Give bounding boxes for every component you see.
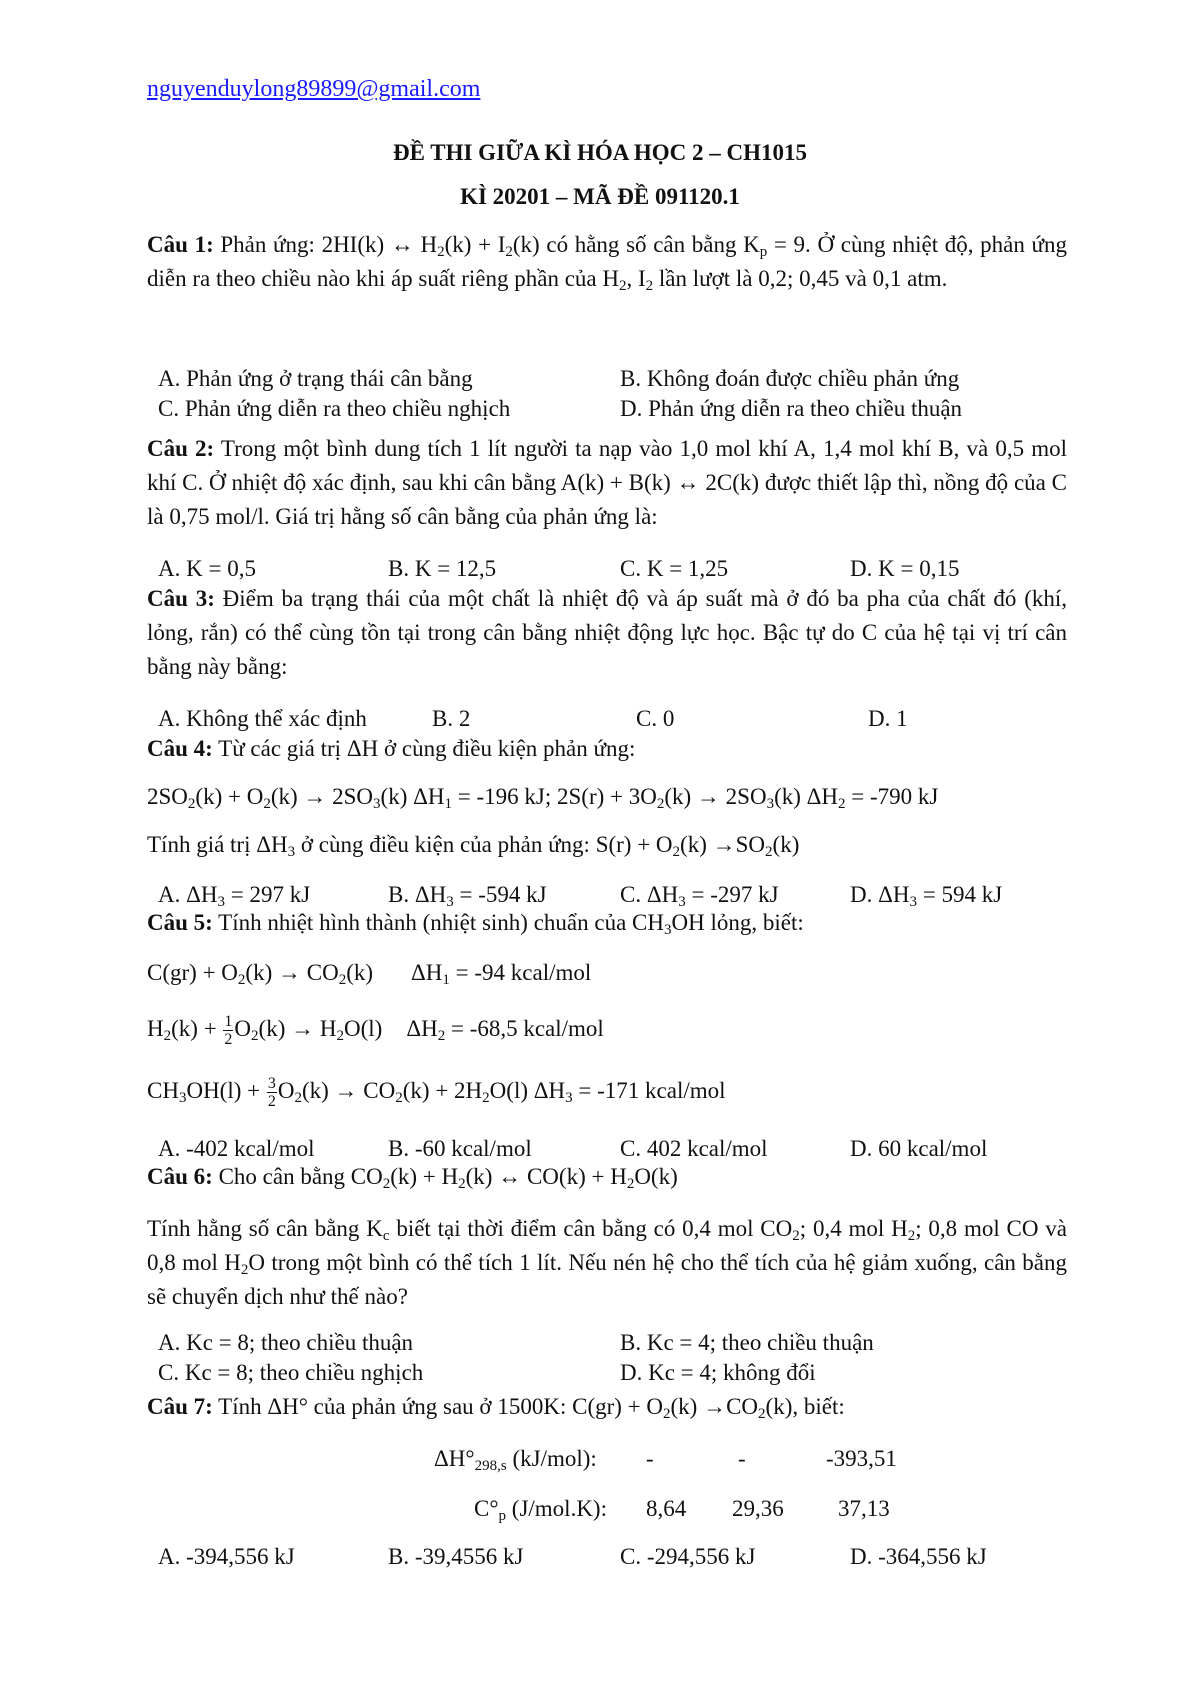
question-6	[147, 1160, 1067, 1194]
row-label: (J/mol.K):	[506, 1496, 607, 1521]
sub: 2	[838, 796, 846, 812]
eq-text: ΔH	[411, 960, 443, 985]
question-label: Câu 1:	[147, 232, 214, 257]
question-label: Câu 3:	[147, 586, 215, 611]
q6-text: (k) ↔ CO(k) + H	[465, 1164, 627, 1189]
sub: 1	[444, 796, 453, 812]
q2-option-d[interactable]: D. K = 0,15	[850, 556, 960, 581]
sub: 2	[187, 796, 196, 812]
question-7	[147, 1390, 1067, 1424]
eq-text: CH	[147, 1078, 179, 1103]
q5-text: OH lỏng, biết:	[671, 910, 804, 935]
q1-option-c[interactable]: C. Phản ứng diễn ra theo chiều nghịch	[158, 396, 511, 421]
fraction	[267, 1075, 277, 1110]
q4-equation-1	[147, 780, 938, 814]
sub: 3	[373, 796, 381, 812]
row-label: C°	[474, 1496, 499, 1521]
q6-text: O(k)	[634, 1164, 678, 1189]
q5-equation-3	[147, 1074, 726, 1110]
eq-text: = -94 kcal/mol	[449, 960, 592, 985]
q7-enthalpy-c: -	[646, 1446, 654, 1471]
q5-option-a[interactable]: A. -402 kcal/mol	[158, 1136, 315, 1161]
q3-option-c[interactable]: C. 0	[636, 706, 675, 731]
eq-text: O	[234, 1016, 252, 1041]
eq-text: C(gr) + O	[147, 960, 238, 985]
q5-option-c[interactable]: C. 402 kcal/mol	[620, 1136, 768, 1161]
q3-option-b[interactable]: B. 2	[432, 706, 471, 731]
q6-text: Tính hằng số cân bằng K	[147, 1216, 383, 1241]
frac-num: 1	[224, 1013, 233, 1031]
q1-text: = 9. Ở cùng nhiệt độ, phản ứng diễn ra theo chiều nào khi áp suất riêng phần của H	[147, 232, 1068, 291]
q1-option-a[interactable]: A. Phản ứng ở trạng thái cân bằng	[158, 366, 473, 391]
sub: 2	[663, 1406, 671, 1422]
eq-text: ΔH	[406, 1016, 438, 1041]
q6-text: O trong một bình có thể tích 1 lít. Nếu nén hệ cho thể tích của hệ giảm xuống, cân bằng sẽ chuyển dịch như thế nào?	[147, 1250, 1068, 1309]
sub: 3	[217, 894, 226, 910]
sub: 2	[645, 278, 654, 294]
exam-title: ĐỀ THI GIỮA KÌ HÓA HỌC 2 – CH1015	[392, 140, 808, 165]
eq-text: H	[147, 1016, 164, 1041]
q3-text: Điểm ba trạng thái của một chất là nhiệt độ và áp suất mà ở đó ba pha của chất đó (khí, lỏng, rắn) có thể cùng tồn tại trong cân bằng nhiệt động lực học. Bậc tự do C của hệ tại vị trí cân bằng này bằng:	[147, 586, 1067, 679]
sub: 3	[446, 894, 454, 910]
sub: 3	[766, 796, 775, 812]
sub: 3	[909, 894, 918, 910]
question-label: Câu 7:	[147, 1394, 213, 1419]
eq-text: O	[277, 1078, 295, 1103]
sub: 3	[678, 894, 686, 910]
eq-text: = -68,5 kcal/mol	[445, 1016, 604, 1041]
exam-subtitle: KÌ 20201 – MÃ ĐỀ 091120.1	[460, 184, 740, 209]
eq-text: 2SO	[147, 784, 188, 809]
sub: 2	[437, 244, 445, 260]
row-label: (kJ/mol):	[506, 1446, 597, 1471]
frac-den: 2	[224, 1031, 233, 1049]
sub: 2	[294, 1090, 302, 1106]
sub: 2	[618, 278, 627, 294]
eq-text: OH(l) +	[186, 1078, 266, 1103]
opt-text: = 297 kJ	[225, 882, 311, 907]
q6-text: ; 0,4 mol H	[799, 1216, 908, 1241]
q5-text: Tính nhiệt hình thành (nhiệt sinh) chuẩn của CH	[212, 910, 664, 935]
q1-option-d[interactable]: D. Phản ứng diễn ra theo chiều thuận	[620, 396, 963, 421]
eq-text: (k) → H	[258, 1016, 337, 1041]
q6-option-a[interactable]: A. Kc = 8; theo chiều thuận	[158, 1330, 414, 1355]
eq-text: = -171 kcal/mol	[572, 1078, 726, 1103]
sub: 2	[338, 972, 347, 988]
eq-text: ở cùng điều kiện của phản ứng: S(r) + O	[295, 832, 673, 857]
sub: 2	[437, 1028, 446, 1044]
q7-cp-o2: 29,36	[732, 1496, 784, 1521]
email-link[interactable]: nguyenduylong89899@gmail.com	[147, 76, 481, 102]
eq-text: O(l) ΔH	[489, 1078, 566, 1103]
q1-text: Phản ứng: 2HI(k) ↔ H	[213, 232, 438, 257]
q6-text: biết tại thời điểm cân bằng có 0,4 mol CO	[389, 1216, 793, 1241]
eq-text: (k) ΔH	[380, 784, 445, 809]
sub: 2	[907, 1228, 916, 1244]
question-6-detail	[147, 1212, 1067, 1314]
q4-text: Từ các giá trị ΔH ở cùng điều kiện phản ứng:	[212, 736, 636, 761]
eq-text: (k) → CO	[245, 960, 339, 985]
sub: 2	[263, 796, 271, 812]
q7-heat-capacity-label	[474, 1492, 607, 1526]
sub: 2	[656, 796, 665, 812]
eq-text: (k) + O	[195, 784, 264, 809]
eq-text: (k) → 2SO	[270, 784, 374, 809]
sub: 3	[178, 1090, 187, 1106]
q2-option-a[interactable]: A. K = 0,5	[158, 556, 256, 581]
q6-option-c[interactable]: C. Kc = 8; theo chiều nghịch	[158, 1360, 424, 1385]
opt-text: A. ΔH	[158, 882, 218, 907]
q7-enthalpy-o2: -	[738, 1446, 746, 1471]
q1-text: lần lượt là 0,2; 0,45 và 0,1 atm.	[653, 266, 948, 291]
sub: 2	[765, 844, 773, 860]
q7-option-b[interactable]: B. -39,4556 kJ	[388, 1544, 524, 1569]
eq-text: (k) + 2H	[402, 1078, 483, 1103]
eq-text: (k)	[772, 832, 800, 857]
q7-enthalpy-label	[434, 1442, 597, 1476]
sub: 2	[240, 1262, 249, 1278]
opt-text: = 594 kJ	[917, 882, 1003, 907]
q7-option-c[interactable]: C. -294,556 kJ	[620, 1544, 756, 1569]
sub: 2	[336, 1028, 344, 1044]
sub: 3	[565, 1090, 573, 1106]
q7-text: (k) →CO	[670, 1394, 759, 1419]
q6-option-d[interactable]: D. Kc = 4; không đổi	[620, 1360, 816, 1385]
sub: 3	[287, 844, 296, 860]
question-label: Câu 2:	[147, 436, 215, 461]
question-label: Câu 4:	[147, 736, 213, 761]
q6-text: (k) + H	[390, 1164, 459, 1189]
q4-equation-2	[147, 828, 799, 862]
q5-option-b[interactable]: B. -60 kcal/mol	[388, 1136, 532, 1161]
q1-text: (k) + I	[444, 232, 506, 257]
q5-option-d[interactable]: D. 60 kcal/mol	[850, 1136, 988, 1161]
opt-text: C. ΔH	[620, 882, 679, 907]
q2-text: Trong một bình dung tích 1 lít người ta nạp vào 1,0 mol khí A, 1,4 mol khí B, và 0,5 mol khí C. Ở nhiệt độ xác định, sau khi cân bằng A(k) + B(k) ↔ 2C(k) được thiết lập thì, nồng độ của C là 0,75 mol/l. Giá trị hằng số cân bằng của phản ứng là:	[147, 436, 1068, 529]
q5-equation-1	[147, 956, 591, 990]
sub: 2	[626, 1176, 635, 1192]
frac-num: 3	[267, 1075, 276, 1093]
sub: 2	[758, 1406, 766, 1422]
q7-cp-co2: 37,13	[838, 1496, 890, 1521]
eq-text: (k) → 2SO	[664, 784, 767, 809]
q3-option-d[interactable]: D. 1	[868, 706, 908, 731]
q6-text: ; 0,8 mol CO và 0,8 mol H	[147, 1216, 1067, 1275]
sub: 2	[458, 1176, 466, 1192]
sub: 2	[792, 1228, 800, 1244]
q2-option-c[interactable]: C. K = 1,25	[620, 556, 729, 581]
sub: 2	[672, 844, 681, 860]
q2-option-b[interactable]: B. K = 12,5	[388, 556, 497, 581]
q7-text: (k), biết:	[765, 1394, 845, 1419]
q7-enthalpy-co2: -393,51	[826, 1446, 897, 1471]
opt-text: D. ΔH	[850, 882, 910, 907]
q1-text: (k) có hằng số cân bằng K	[512, 232, 760, 257]
question-label: Câu 6:	[147, 1164, 213, 1189]
question-label: Câu 5:	[147, 910, 213, 935]
eq-text: (k) →SO	[680, 832, 766, 857]
eq-text: Tính giá trị ΔH	[147, 832, 288, 857]
q1-option-b[interactable]: B. Không đoán được chiều phản ứng	[620, 366, 960, 391]
eq-text: (k) ΔH	[774, 784, 839, 809]
sub: p	[498, 1508, 507, 1524]
question-5	[147, 906, 1067, 940]
opt-text: = -594 kJ	[453, 882, 547, 907]
frac-den: 2	[267, 1093, 276, 1111]
question-2	[147, 432, 1067, 534]
q6-option-b[interactable]: B. Kc = 4; theo chiều thuận	[620, 1330, 874, 1355]
sub: 2	[251, 1028, 259, 1044]
fraction	[223, 1013, 233, 1048]
q6-text: Cho cân bằng CO	[212, 1164, 383, 1189]
eq-text: O(l)	[343, 1016, 383, 1041]
sub: 2	[482, 1090, 490, 1106]
eq-text: (k) → CO	[301, 1078, 396, 1103]
q7-cp-c: 8,64	[646, 1496, 687, 1521]
q7-option-a[interactable]: A. -394,556 kJ	[158, 1544, 295, 1569]
q5-equation-2	[147, 1012, 604, 1048]
q3-option-a[interactable]: A. Không thể xác định	[158, 706, 367, 731]
sub: 298,s	[474, 1458, 507, 1474]
eq-text: (k) +	[171, 1016, 223, 1041]
question-4	[147, 732, 1067, 766]
eq-text: = -790 kJ	[845, 784, 939, 809]
row-label: ΔH°	[434, 1446, 475, 1471]
sub: 2	[505, 244, 513, 260]
question-3	[147, 582, 1067, 684]
sub: 2	[395, 1090, 403, 1106]
eq-text: (k)	[346, 960, 374, 985]
eq-text: = -196 kJ; 2S(r) + 3O	[452, 784, 657, 809]
opt-text: B. ΔH	[388, 882, 447, 907]
opt-text: = -297 kJ	[685, 882, 779, 907]
sub: c	[382, 1228, 390, 1244]
question-1	[147, 228, 1067, 296]
sub: 3	[664, 922, 672, 938]
q7-option-d[interactable]: D. -364,556 kJ	[850, 1544, 987, 1569]
sub: 2	[237, 972, 246, 988]
q7-text: Tính ΔH° của phản ứng sau ở 1500K: C(gr) + O	[212, 1394, 663, 1419]
sub: 1	[442, 972, 450, 988]
sub: 2	[163, 1028, 172, 1044]
q1-text: , I	[626, 266, 646, 291]
sub: p	[759, 244, 768, 260]
sub: 2	[382, 1176, 391, 1192]
